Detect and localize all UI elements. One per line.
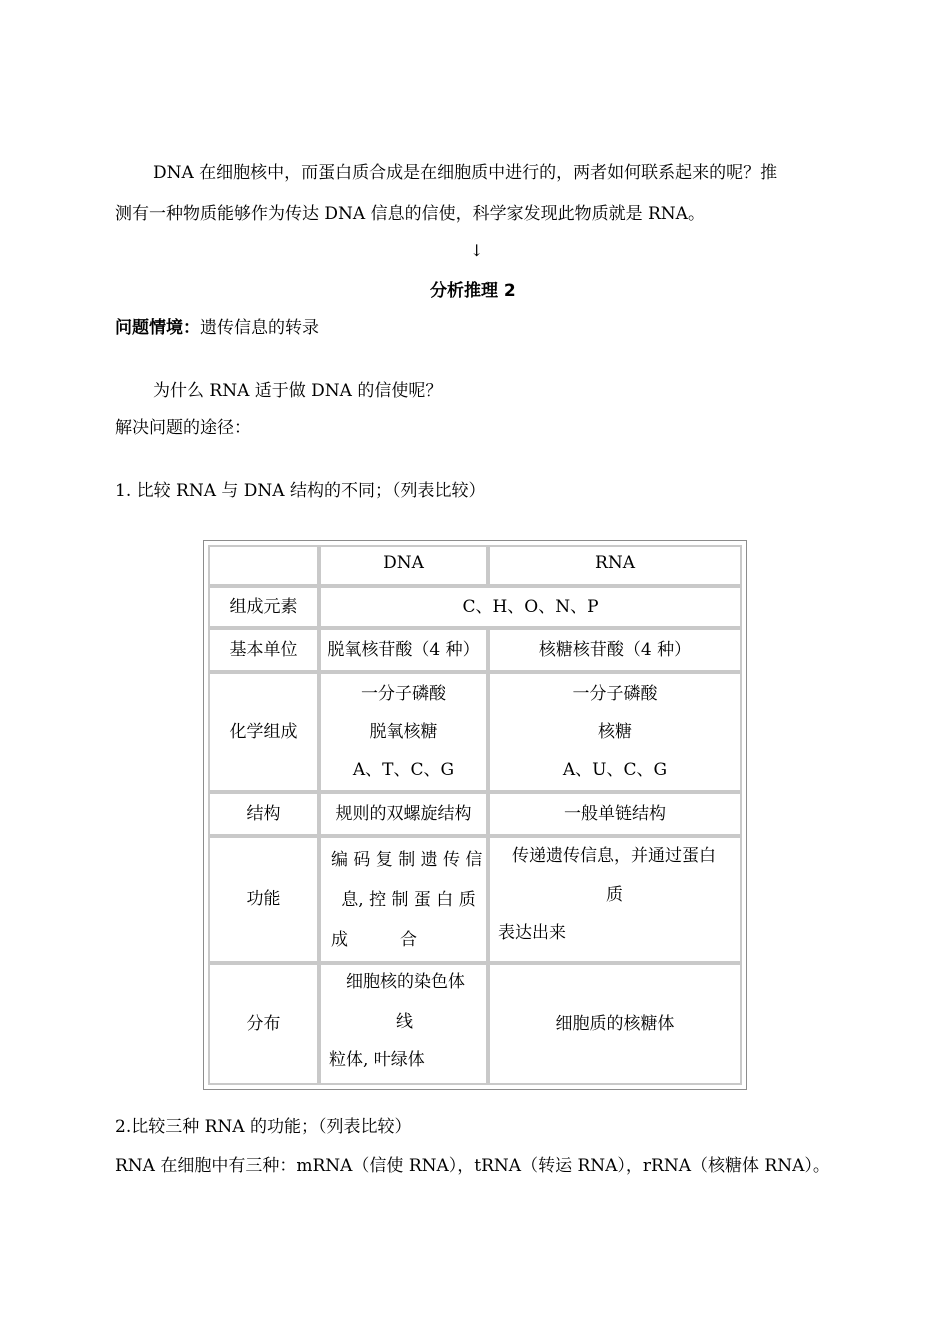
dna-structure: 规则的双螺旋结构 — [319, 792, 488, 836]
rna-function-3: 表达出来 — [498, 923, 566, 943]
problem-label: 问题情境： — [115, 318, 200, 338]
dna-chemical-2: 脱氧核糖 — [369, 722, 438, 742]
rna-function-2: 质 — [606, 885, 623, 905]
problem-situation — [115, 320, 319, 337]
intro-line-2: 测有一种物质能够作为传达 DNA 信息的信使，科学家发现此物质就是 RNA。 — [115, 204, 705, 224]
rna-chemical-3: A、U、C、G — [562, 760, 668, 780]
rna-chemical — [488, 672, 742, 792]
closing-text: RNA 在细胞中有三种：mRNA（信使 RNA），tRNA（转运 RNA），rRNA（核糖体 RNA）。 — [115, 1156, 830, 1176]
row-label-basic-unit: 基本单位 — [208, 628, 319, 672]
row-label-function: 功能 — [208, 836, 319, 963]
rna-distribution: 细胞质的核糖体 — [488, 963, 742, 1085]
row-label-elements: 组成元素 — [208, 586, 319, 628]
elements-merged-cell: C、H、O、N、P — [319, 586, 742, 628]
down-arrow-icon: ↓ — [470, 241, 484, 260]
table-header-rna: RNA — [488, 545, 742, 586]
dna-function-1: 编 码 复 制 遗 传 信 — [331, 849, 483, 870]
rna-basic-unit: 核糖核苷酸（4 种） — [488, 628, 742, 672]
dna-function — [319, 836, 488, 963]
dna-function-3: 成 — [331, 929, 348, 950]
dna-chemical-1: 一分子磷酸 — [360, 684, 446, 704]
approach-text: 解决问题的途径： — [115, 418, 251, 438]
comparison-table — [203, 540, 747, 1090]
rna-function — [488, 836, 742, 963]
section-title: 分析推理 2 — [430, 281, 516, 301]
question-text: 为什么 RNA 适于做 DNA 的信使呢？ — [153, 381, 443, 401]
step-2: 2.比较三种 RNA 的功能；（列表比较） — [115, 1117, 412, 1137]
rna-chemical-1: 一分子磷酸 — [572, 684, 658, 704]
dna-distribution-1: 细胞核的染色体 — [346, 972, 465, 992]
dna-function-2: 息, 控 制 蛋 白 质 合 — [341, 889, 476, 950]
table-header-empty — [208, 545, 319, 586]
dna-distribution-2: 线 — [396, 1012, 413, 1032]
dna-chemical — [319, 672, 488, 792]
step-1: 1. 比较 RNA 与 DNA 结构的不同；（列表比较） — [115, 481, 486, 501]
problem-text: 遗传信息的转录 — [200, 318, 319, 338]
row-label-chemical: 化学组成 — [208, 672, 319, 792]
rna-structure: 一般单链结构 — [488, 792, 742, 836]
rna-function-1: 传递遗传信息，并通过蛋白 — [512, 846, 716, 866]
dna-distribution — [319, 963, 488, 1085]
row-label-distribution: 分布 — [208, 963, 319, 1085]
intro-line-1: DNA 在细胞核中，而蛋白质合成是在细胞质中进行的，两者如何联系起来的呢？推 — [153, 163, 778, 183]
dna-chemical-3: A、T、C、G — [352, 760, 455, 780]
row-label-structure: 结构 — [208, 792, 319, 836]
rna-chemical-2: 核糖 — [597, 722, 632, 742]
dna-distribution-3: 粒体, 叶绿体 — [329, 1050, 425, 1070]
table-header-dna: DNA — [319, 545, 488, 586]
dna-basic-unit: 脱氧核苷酸（4 种） — [319, 628, 488, 672]
